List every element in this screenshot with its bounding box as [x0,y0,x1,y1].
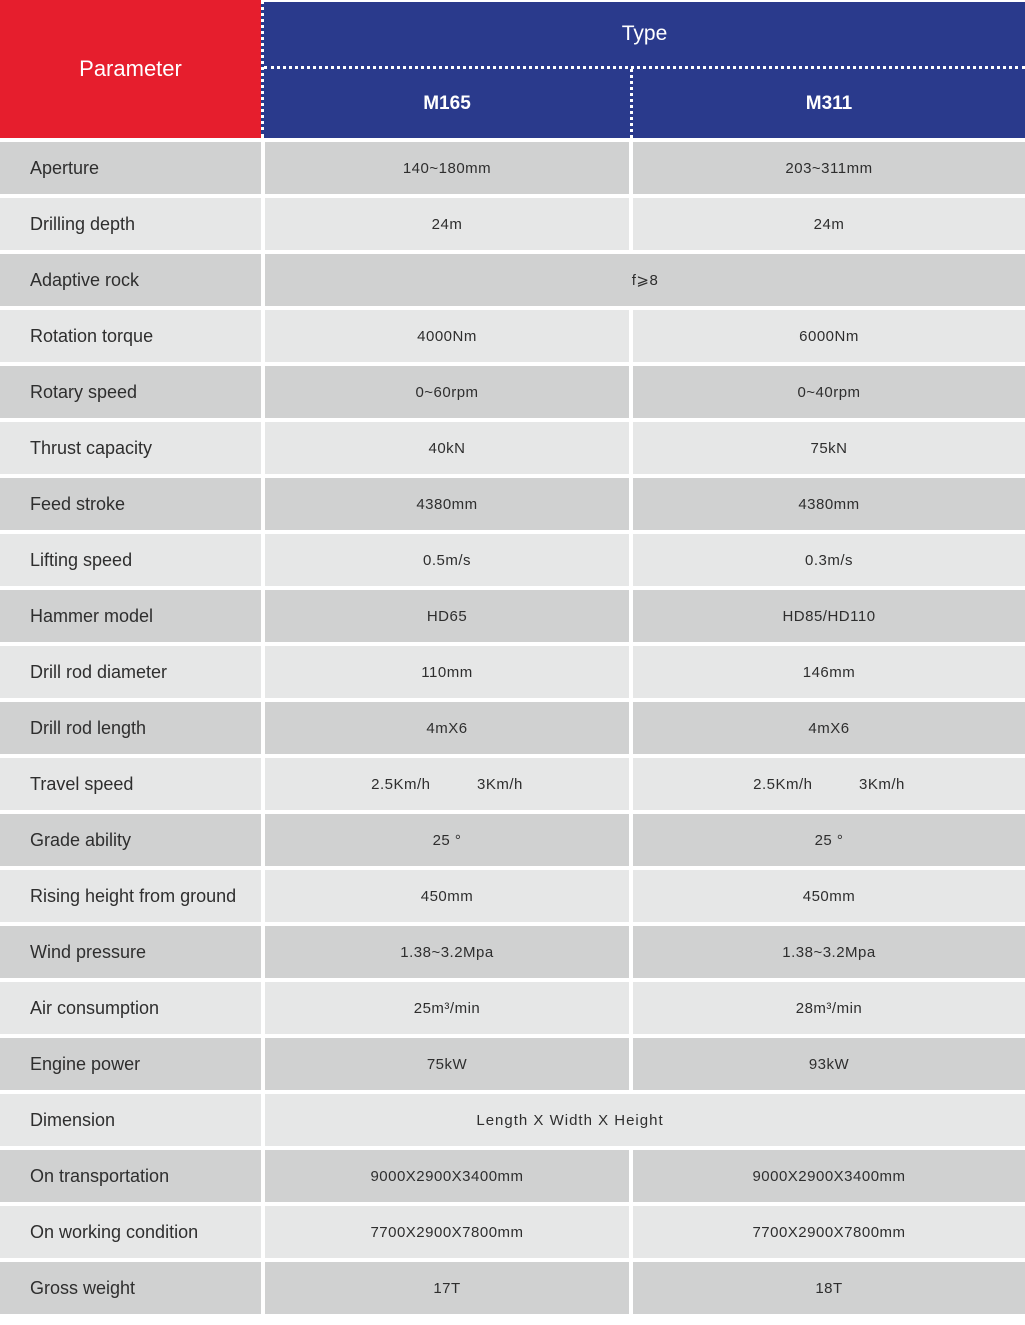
value-cell-m165: 40kN [265,422,629,474]
value-cell-m165: 24m [265,198,629,250]
parameter-cell: Air consumption [0,982,261,1034]
value-cell-m311: 75kN [633,422,1025,474]
value-cell-m165: 4mX6 [265,702,629,754]
table-row [0,142,1025,194]
parameter-cell: Rotation torque [0,310,261,362]
value-cell-m165: 110mm [265,646,629,698]
value-cell-m165: 17T [265,1262,629,1314]
model-header-m165: M165 [423,92,471,114]
table-row [0,534,1025,586]
table-row [0,814,1025,866]
value-cell-m311: 7700X2900X7800mm [633,1206,1025,1258]
table-row [0,310,1025,362]
value-cell-m311: 203~311mm [633,142,1025,194]
parameter-header-cell [0,0,261,138]
parameter-cell: Grade ability [0,814,261,866]
parameter-cell: Drill rod length [0,702,261,754]
value-cell-m311: 450mm [633,870,1025,922]
type-header-cell: Type [264,2,1025,69]
parameter-cell: Aperture [0,142,261,194]
parameter-cell: Lifting speed [0,534,261,586]
parameter-cell: Drill rod diameter [0,646,261,698]
value-cell-m311: 0.3m/s [633,534,1025,586]
value-cell-span: Length X Width X Height [265,1094,1025,1146]
value-cell-m165: 1.38~3.2Mpa [265,926,629,978]
value-cell-m311: 4380mm [633,478,1025,530]
value-cell-m311: 6000Nm [633,310,1025,362]
value-cell-m165: 4380mm [265,478,629,530]
table-row [0,926,1025,978]
parameter-cell: Drilling depth [0,198,261,250]
value-cell-span: f⩾8 [265,254,1025,306]
table-row [0,422,1025,474]
value-cell-m165: 140~180mm [265,142,629,194]
value-cell-m165: 9000X2900X3400mm [265,1150,629,1202]
table-row [0,590,1025,642]
value-cell-m165: 7700X2900X7800mm [265,1206,629,1258]
value-cell-m165: 4000Nm [265,310,629,362]
table-row [0,982,1025,1034]
value-cell-m311: 0~40rpm [633,366,1025,418]
value-cell-m311: HD85/HD110 [633,590,1025,642]
table-row [0,870,1025,922]
value-cell-m311: 2.5Km/h 3Km/h [633,758,1025,810]
table-header [0,0,1025,138]
table-row [0,198,1025,250]
parameter-cell: Rotary speed [0,366,261,418]
value-cell-m311: 1.38~3.2Mpa [633,926,1025,978]
table-row [0,478,1025,530]
parameter-cell: Rising height from ground [0,870,261,922]
table-row [0,1094,1025,1146]
table-body [0,142,1025,1314]
value-cell-m165: 25 ° [265,814,629,866]
parameter-cell: On transportation [0,1150,261,1202]
table-row [0,1038,1025,1090]
table-row [0,1262,1025,1314]
parameter-cell: Gross weight [0,1262,261,1314]
parameter-header-label: Parameter [79,56,182,81]
table-row [0,702,1025,754]
parameter-cell: Engine power [0,1038,261,1090]
parameter-cell: Hammer model [0,590,261,642]
table-row [0,758,1025,810]
parameter-cell: Feed stroke [0,478,261,530]
value-cell-m311: 93kW [633,1038,1025,1090]
table-row [0,366,1025,418]
parameter-cell: Adaptive rock [0,254,261,306]
value-cell-m165: 450mm [265,870,629,922]
value-cell-m165: 0.5m/s [265,534,629,586]
value-cell-m311: 28m³/min [633,982,1025,1034]
parameter-cell: On working condition [0,1206,261,1258]
model-header-m311: M311 [630,69,1025,138]
parameter-cell: Travel speed [0,758,261,810]
table-row [0,646,1025,698]
value-cell-m165: 25m³/min [265,982,629,1034]
table-row [0,254,1025,306]
table-row [0,1150,1025,1202]
value-cell-m165: 2.5Km/h 3Km/h [265,758,629,810]
parameter-cell: Wind pressure [0,926,261,978]
value-cell-m311: 24m [633,198,1025,250]
value-cell-m165: 0~60rpm [265,366,629,418]
value-cell-m311: 18T [633,1262,1025,1314]
value-cell-m165: HD65 [265,590,629,642]
parameter-cell: Dimension [0,1094,261,1146]
value-cell-m311: 25 ° [633,814,1025,866]
parameter-cell: Thrust capacity [0,422,261,474]
model-header-row [264,69,1025,138]
type-header-group [261,0,1025,138]
value-cell-m165: 75kW [265,1038,629,1090]
value-cell-m311: 9000X2900X3400mm [633,1150,1025,1202]
value-cell-m311: 4mX6 [633,702,1025,754]
table-row [0,1206,1025,1258]
value-cell-m311: 146mm [633,646,1025,698]
